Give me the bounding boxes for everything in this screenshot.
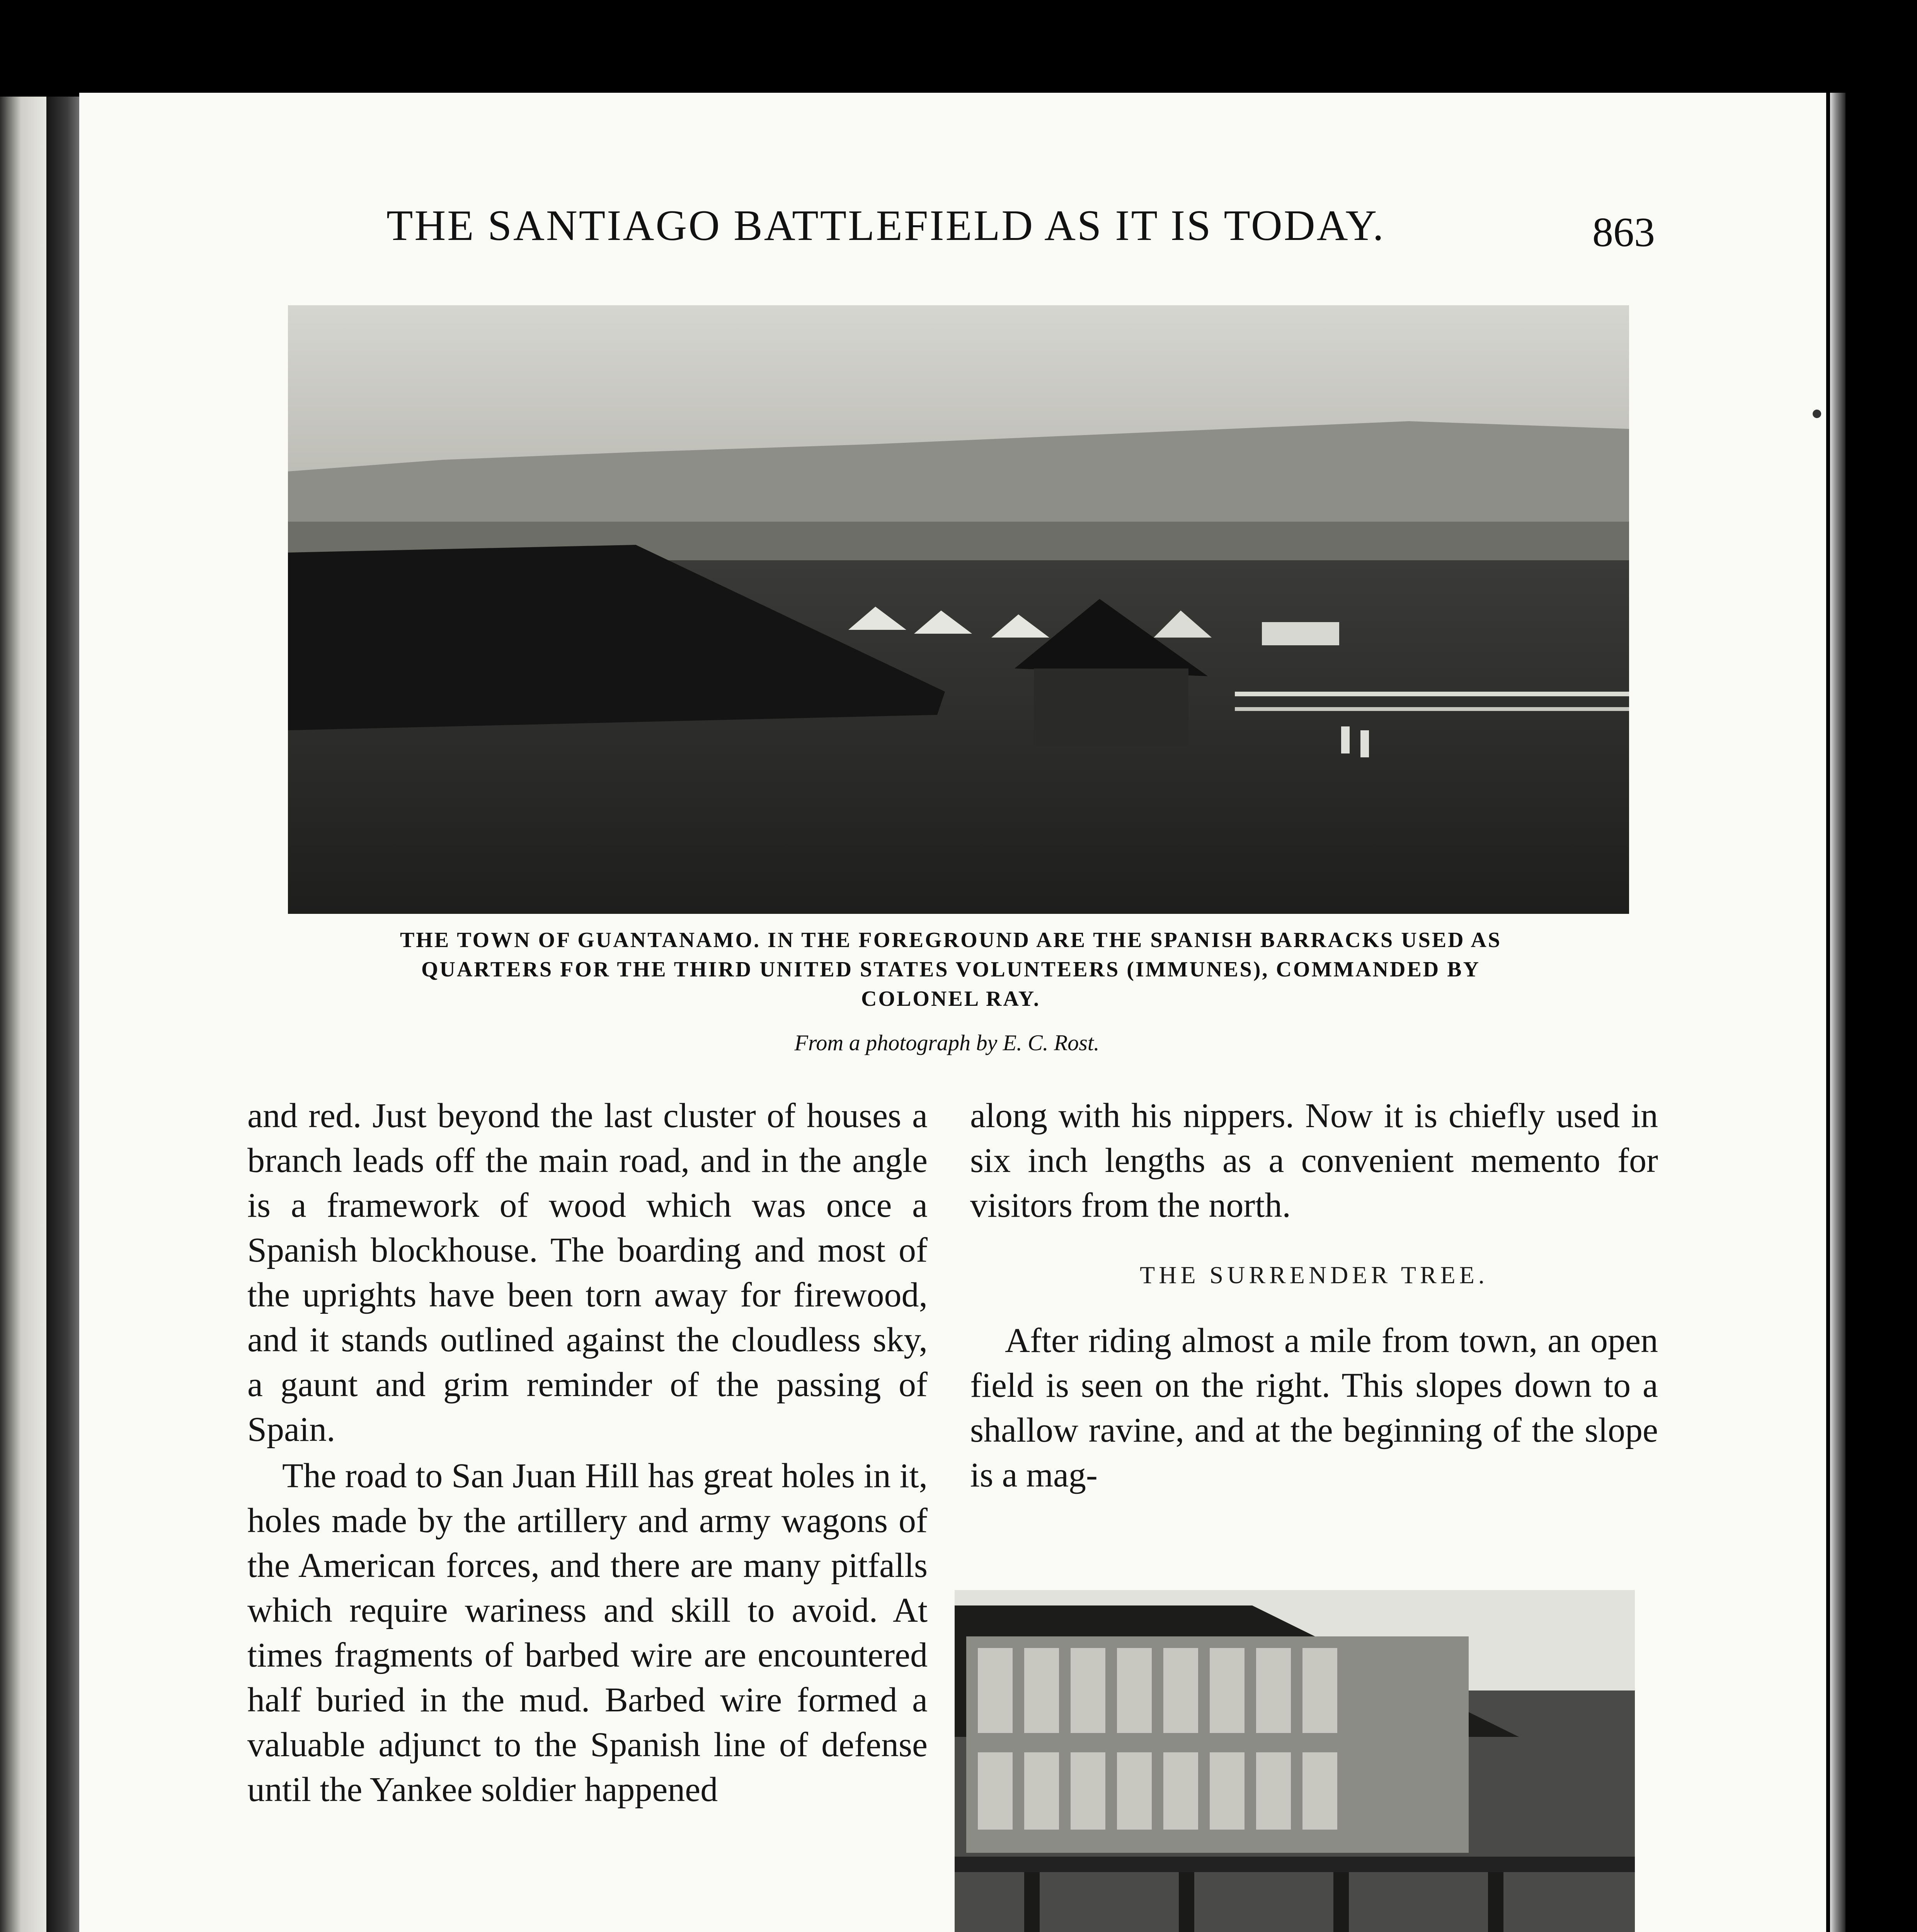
binding-gutter	[46, 97, 81, 1932]
top-caption-line-3: COLONEL RAY.	[861, 987, 1040, 1011]
top-photo-caption	[240, 925, 1662, 1014]
scan-speck	[1813, 410, 1821, 418]
page-number: 863	[1592, 209, 1655, 255]
right-text-column	[970, 1094, 1658, 1498]
page-edge-shadow	[1830, 93, 1845, 1932]
left-paragraph-2: The road to San Juan Hill has great holes in it, holes made by the artillery and army wagons of the American forces, and there are many pitfalls which require wariness and skill to avoid. At times fragments of barbed wire are encountered half buried in the mud. Barbed wire formed a valuable adjunct to the Spanish line of defense until the Yankee soldier happened	[247, 1457, 928, 1809]
guantanamo-photograph	[288, 305, 1629, 914]
section-heading: THE SURRENDER TREE.	[1140, 1261, 1488, 1289]
running-head-title: THE SANTIAGO BATTLEFIELD AS IT IS TODAY.	[386, 202, 1385, 250]
right-paragraph-2: After riding almost a mile from town, an open field is seen on the right. This slopes down to a shallow ravine, and at the beginning of the slope is a mag-	[970, 1321, 1658, 1494]
left-paragraph-1: and red. Just beyond the last cluster of houses a branch leads off the main road, and in the angle is a framework of wood which was once a Spanish blockhouse. The boarding and most of the uprights have been torn away for firewood, and it stands outlined against the cloudless sky, a gaunt and grim reminder of the passing of Spain.	[247, 1097, 928, 1449]
top-caption-line-1: THE TOWN OF GUANTANAMO. IN THE FOREGROUND ARE THE SPANISH BARRACKS USED AS	[400, 928, 1502, 952]
previous-page-edge	[0, 97, 46, 1932]
top-caption-line-2: QUARTERS FOR THE THIRD UNITED STATES VOLUNTEERS (IMMUNES), COMMANDED BY	[421, 957, 1481, 981]
calle-marino-engraving	[271, 1590, 1635, 1932]
right-paragraph-1: along with his nippers. Now it is chiefly used in six inch lengths as a convenient memento for visitors from the north.	[970, 1097, 1658, 1225]
photo-credit: From a photograph by E. C. Rost.	[794, 1030, 1100, 1055]
